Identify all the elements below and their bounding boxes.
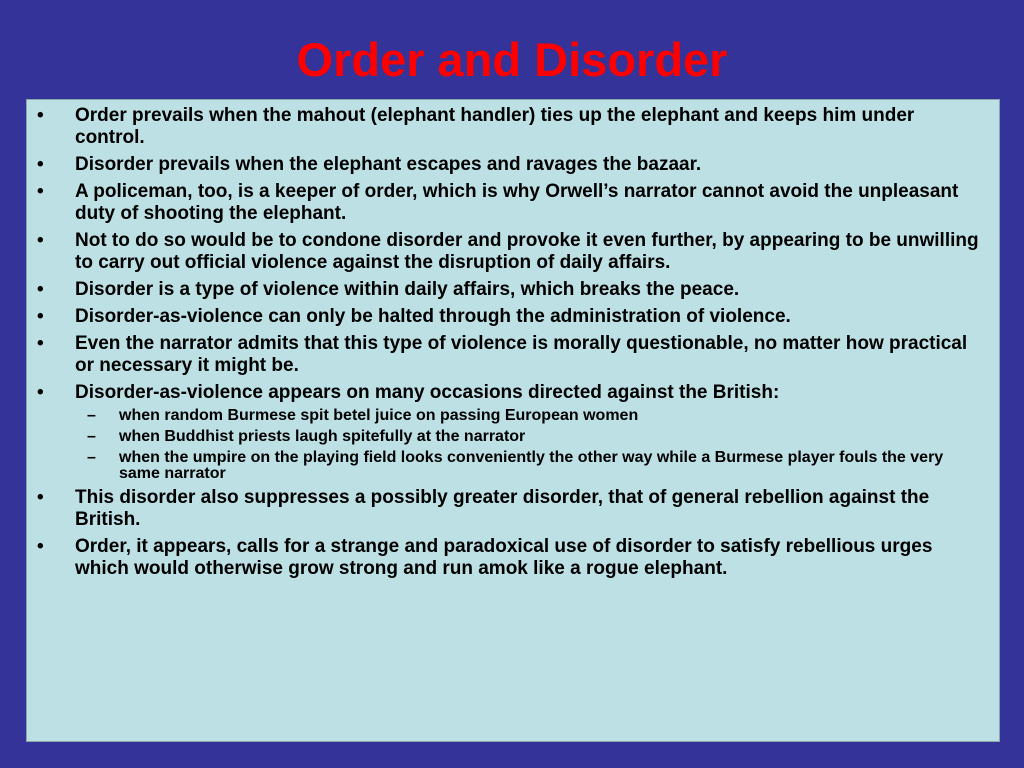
bullet-marker: • [37,154,44,175]
bullet-item [27,279,979,301]
bullet-marker: • [37,306,44,327]
bullet-item [27,333,979,377]
sub-bullet-item [75,408,979,424]
bullet-list [27,100,999,580]
slide-title: Order and Disorder [296,33,728,86]
bullet-item [27,105,979,149]
bullet-marker: • [37,487,44,508]
bullet-text: Order, it appears, calls for a strange and paradoxical use of disorder to satisfy rebellious urges which would otherwise grow strong and run amok like a rogue elephant. [75,536,933,579]
sub-bullet-marker: – [87,449,96,466]
bullet-text: Not to do so would be to condone disorder and provoke it even further, by appearing to be unwilling to carry out official violence against the disruption of daily affairs. [75,230,979,273]
bullet-text: Disorder is a type of violence within daily affairs, which breaks the peace. [75,279,740,300]
bullet-marker: • [37,279,44,300]
bullet-text: Disorder-as-violence appears on many occasions directed against the British: [75,382,780,403]
sub-bullet-marker: – [87,407,96,424]
bullet-item [27,382,979,482]
bullet-item [27,306,979,328]
sub-bullet-item [75,429,979,445]
sub-bullet-text: when random Burmese spit betel juice on passing European women [119,407,639,424]
bullet-marker: • [37,382,44,403]
bullet-marker: • [37,536,44,557]
bullet-text: Even the narrator admits that this type of violence is morally questionable, no matter how practical or necessary it might be. [75,333,968,376]
bullet-text: This disorder also suppresses a possibly greater disorder, that of general rebellion against the British. [75,487,930,530]
bullet-text: Disorder prevails when the elephant escapes and ravages the bazaar. [75,154,702,175]
bullet-item [27,536,979,580]
sub-bullet-list [75,408,979,482]
bullet-item [27,181,979,225]
bullet-marker: • [37,105,44,126]
sub-bullet-text: when the umpire on the playing field looks conveniently the other way while a Burmese player fouls the very same narrator [119,449,944,482]
bullet-marker: • [37,333,44,354]
bullet-text: Order prevails when the mahout (elephant handler) ties up the elephant and keeps him under control. [75,105,915,148]
sub-bullet-text: when Buddhist priests laugh spitefully at the narrator [119,428,526,445]
bullet-text: A policeman, too, is a keeper of order, which is why Orwell’s narrator cannot avoid the unpleasant duty of shooting the elephant. [75,181,959,224]
bullet-item [27,230,979,274]
bullet-item [27,154,979,176]
bullet-text: Disorder-as-violence can only be halted through the administration of violence. [75,306,791,327]
bullet-marker: • [37,230,44,251]
content-box [26,99,1000,742]
sub-bullet-item [75,450,979,482]
sub-bullet-marker: – [87,428,96,445]
bullet-marker: • [37,181,44,202]
bullet-item [27,487,979,531]
